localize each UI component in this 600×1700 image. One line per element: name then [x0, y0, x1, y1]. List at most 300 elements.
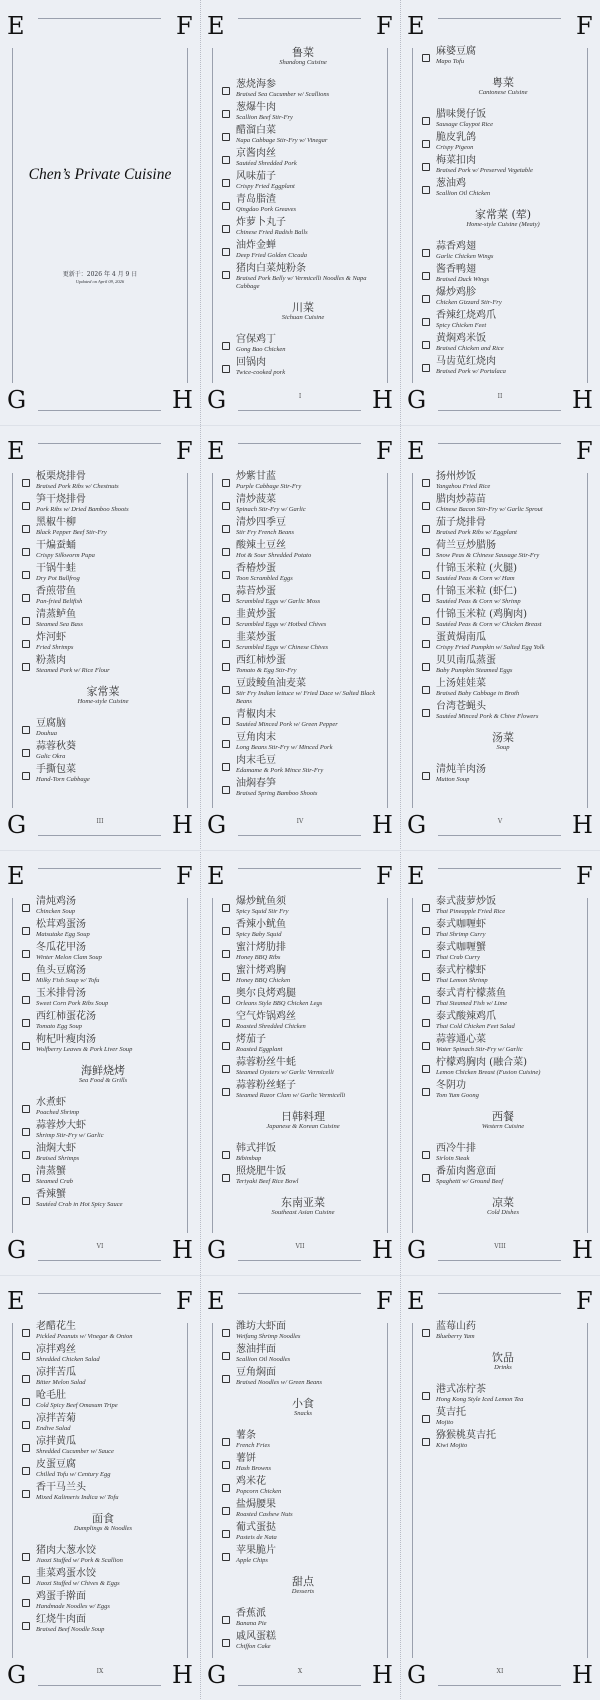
menu-item[interactable] [222, 965, 384, 985]
menu-item-text [36, 563, 80, 583]
menu-item[interactable] [222, 563, 384, 583]
menu-item[interactable] [422, 517, 584, 537]
menu-item[interactable] [222, 1166, 384, 1186]
menu-item[interactable] [22, 586, 184, 606]
checkbox[interactable] [222, 786, 230, 794]
menu-item[interactable] [422, 965, 584, 985]
dish-name-en: Qingdao Pork Greaves [236, 206, 297, 213]
dish-name-zh: 蒜蓉秋葵 [36, 741, 76, 752]
menu-item[interactable] [222, 586, 384, 606]
section-heading [222, 1575, 384, 1596]
menu-item[interactable] [222, 1143, 384, 1163]
checkbox[interactable] [222, 365, 230, 373]
menu-item[interactable] [422, 563, 584, 583]
checkbox[interactable] [22, 1421, 30, 1429]
menu-item[interactable] [22, 741, 184, 761]
menu-item-text [236, 471, 301, 491]
menu-item[interactable] [222, 79, 384, 99]
checkbox[interactable] [222, 225, 230, 233]
checkbox[interactable] [22, 1622, 30, 1630]
checkbox[interactable] [222, 763, 230, 771]
menu-item[interactable] [422, 540, 584, 560]
checkbox[interactable] [22, 1174, 30, 1182]
checkbox[interactable] [222, 133, 230, 141]
menu-item-text [236, 1143, 276, 1163]
checkbox[interactable] [222, 87, 230, 95]
dish-name-zh: 葡式蛋挞 [236, 1522, 276, 1533]
menu-item[interactable] [22, 1166, 184, 1186]
checkbox[interactable] [222, 1461, 230, 1469]
menu-item[interactable] [422, 494, 584, 514]
section-title-en: Home-style Cuisine [77, 698, 129, 705]
dish-name-en: Cold Spicy Beef Omasum Tripe [36, 1402, 118, 1409]
dish-name-zh: 葱油鸡 [436, 178, 466, 189]
checkbox[interactable] [22, 548, 30, 556]
menu-item[interactable] [22, 655, 184, 675]
checkbox[interactable] [222, 1616, 230, 1624]
menu-item[interactable] [222, 1522, 384, 1542]
checkbox[interactable] [422, 1019, 430, 1027]
menu-item[interactable] [222, 632, 384, 652]
menu-item-text [236, 1080, 345, 1100]
menu-item[interactable] [222, 1453, 384, 1473]
menu-item[interactable] [222, 755, 384, 775]
dish-name-en: Long Beans Stir-Fry w/ Minced Pork [236, 744, 333, 751]
checkbox[interactable] [222, 1042, 230, 1050]
checkbox[interactable] [422, 640, 430, 648]
checkbox[interactable] [222, 1639, 230, 1647]
checkbox[interactable] [222, 1375, 230, 1383]
checkbox[interactable] [222, 479, 230, 487]
checkbox[interactable] [22, 1398, 30, 1406]
checkbox[interactable] [422, 950, 430, 958]
menu-item[interactable] [222, 194, 384, 214]
menu-item[interactable] [422, 896, 584, 916]
checkbox[interactable] [22, 1444, 30, 1452]
corner-mark-g: G [407, 1661, 427, 1689]
dish-name-en: Braised Chicken and Rice [436, 345, 504, 352]
dish-name-en: Sautéed Minced Pork w/ Green Pepper [236, 721, 338, 728]
checkbox[interactable] [422, 973, 430, 981]
dish-name-en: Spicy Chicken Feet [436, 322, 487, 329]
checkbox[interactable] [422, 186, 430, 194]
menu-item[interactable] [222, 919, 384, 939]
checkbox[interactable] [222, 617, 230, 625]
menu-item[interactable] [22, 1097, 184, 1117]
checkbox[interactable] [22, 1329, 30, 1337]
menu-item[interactable] [222, 655, 384, 675]
menu-item[interactable] [22, 1034, 184, 1054]
checkbox[interactable] [22, 617, 30, 625]
checkbox[interactable] [222, 342, 230, 350]
checkbox[interactable] [222, 1352, 230, 1360]
menu-item[interactable] [22, 471, 184, 491]
checkbox[interactable] [222, 717, 230, 725]
left-rule [212, 473, 213, 808]
checkbox[interactable] [222, 973, 230, 981]
menu-item-text [236, 755, 323, 775]
checkbox[interactable] [222, 271, 230, 279]
menu-item[interactable] [222, 709, 384, 729]
menu-item[interactable] [22, 988, 184, 1008]
checkbox[interactable] [22, 927, 30, 935]
checkbox[interactable] [222, 1438, 230, 1446]
checkbox[interactable] [222, 1088, 230, 1096]
checkbox[interactable] [22, 571, 30, 579]
checkbox[interactable] [22, 904, 30, 912]
dish-name-en: Thai Crab Curry [436, 954, 481, 961]
menu-item[interactable] [222, 357, 384, 377]
checkbox[interactable] [22, 1576, 30, 1584]
menu-item[interactable] [222, 1545, 384, 1565]
menu-item[interactable] [22, 1413, 184, 1433]
checkbox[interactable] [222, 1065, 230, 1073]
menu-item[interactable] [222, 102, 384, 122]
menu-item[interactable] [422, 678, 584, 698]
menu-item[interactable] [222, 778, 384, 798]
menu-item[interactable] [422, 132, 584, 152]
menu-item[interactable] [422, 356, 584, 376]
dish-name-en: Teriyaki Beef Rice Bowl [236, 1178, 299, 1185]
checkbox[interactable] [422, 1151, 430, 1159]
menu-item[interactable] [422, 764, 584, 784]
checkbox[interactable] [22, 996, 30, 1004]
menu-item[interactable] [22, 1321, 184, 1341]
menu-item[interactable] [422, 310, 584, 330]
menu-item[interactable] [422, 1057, 584, 1077]
menu-item[interactable] [222, 125, 384, 145]
menu-item[interactable] [222, 1034, 384, 1054]
checkbox[interactable] [422, 663, 430, 671]
menu-item[interactable] [222, 942, 384, 962]
menu-item[interactable] [422, 241, 584, 261]
menu-item-text [36, 1097, 79, 1117]
menu-item[interactable] [22, 1367, 184, 1387]
dish-name-en: Purple Cabbage Stir-Fry [236, 483, 302, 490]
checkbox[interactable] [422, 1088, 430, 1096]
menu-item[interactable] [22, 494, 184, 514]
menu-item[interactable] [422, 178, 584, 198]
checkbox[interactable] [222, 996, 230, 1004]
checkbox[interactable] [222, 1151, 230, 1159]
menu-item[interactable] [422, 1011, 584, 1031]
checkbox[interactable] [422, 1042, 430, 1050]
menu-item[interactable] [422, 1080, 584, 1100]
dish-name-en: Jiaozi Stuffed w/ Chives & Eggs [36, 1580, 120, 1587]
checkbox[interactable] [422, 617, 430, 625]
menu-item[interactable] [22, 563, 184, 583]
dish-name-en: Braised Noodles w/ Green Beans [236, 1379, 323, 1386]
checkbox[interactable] [22, 973, 30, 981]
corner-mark-f: F [576, 862, 593, 890]
menu-item[interactable] [22, 919, 184, 939]
menu-item[interactable] [422, 333, 584, 353]
menu-item[interactable] [422, 155, 584, 175]
menu-item[interactable] [422, 287, 584, 307]
checkbox[interactable] [422, 927, 430, 935]
checkbox[interactable] [22, 1352, 30, 1360]
menu-item[interactable] [422, 1430, 584, 1450]
corner-mark-g: G [207, 1661, 227, 1689]
checkbox[interactable] [22, 1467, 30, 1475]
menu-item-text [236, 732, 332, 752]
checkbox[interactable] [222, 1530, 230, 1538]
checkbox[interactable] [22, 594, 30, 602]
checkbox[interactable] [222, 1553, 230, 1561]
checkbox[interactable] [22, 640, 30, 648]
menu-item[interactable] [22, 1482, 184, 1502]
checkbox[interactable] [422, 318, 430, 326]
menu-item-text [236, 1476, 281, 1496]
menu-item[interactable] [422, 632, 584, 652]
dish-name-en: Shrimp Stir-Fry w/ Garlic [36, 1132, 104, 1139]
menu-item-text [436, 241, 493, 261]
menu-item-text [36, 1120, 104, 1140]
menu-item[interactable] [422, 586, 584, 606]
checkbox[interactable] [222, 179, 230, 187]
checkbox[interactable] [222, 502, 230, 510]
checkbox[interactable] [22, 1553, 30, 1561]
checkbox[interactable] [422, 686, 430, 694]
checkbox[interactable] [422, 117, 430, 125]
dish-name-en: Sirloin Steak [436, 1155, 470, 1162]
menu-item[interactable] [22, 942, 184, 962]
menu-item[interactable] [222, 540, 384, 560]
menu-item-text [36, 609, 83, 629]
checkbox[interactable] [222, 248, 230, 256]
menu-item[interactable] [422, 109, 584, 129]
checkbox[interactable] [222, 110, 230, 118]
checkbox[interactable] [422, 772, 430, 780]
menu-item[interactable] [422, 1384, 584, 1404]
menu-item[interactable] [22, 540, 184, 560]
dish-name-en: Dry Pot Bullfrog [36, 575, 80, 582]
checkbox[interactable] [422, 1065, 430, 1073]
checkbox[interactable] [422, 54, 430, 62]
menu-item[interactable] [22, 1011, 184, 1031]
menu-item[interactable] [22, 896, 184, 916]
menu-item[interactable] [222, 148, 384, 168]
menu-item[interactable] [422, 701, 584, 721]
checkbox[interactable] [22, 950, 30, 958]
menu-item[interactable] [22, 632, 184, 652]
menu-item[interactable] [222, 471, 384, 491]
menu-item[interactable] [22, 1390, 184, 1410]
checkbox[interactable] [222, 740, 230, 748]
checkbox[interactable] [222, 202, 230, 210]
dish-name-zh: 香辣蟹 [36, 1189, 66, 1200]
dish-name-zh: 泰式咖喱虾 [436, 919, 486, 930]
menu-item[interactable] [222, 1430, 384, 1450]
checkbox[interactable] [222, 904, 230, 912]
checkbox[interactable] [222, 525, 230, 533]
menu-item[interactable] [22, 1459, 184, 1479]
menu-item[interactable] [22, 1436, 184, 1456]
checkbox[interactable] [22, 479, 30, 487]
menu-item-text [236, 263, 384, 291]
checkbox[interactable] [222, 571, 230, 579]
checkbox[interactable] [422, 502, 430, 510]
checkbox[interactable] [222, 663, 230, 671]
checkbox[interactable] [222, 686, 230, 694]
menu-item-text [436, 896, 505, 916]
checkbox[interactable] [422, 1174, 430, 1182]
menu-item[interactable] [422, 942, 584, 962]
dish-name-zh: 西红柿炒蛋 [236, 655, 286, 666]
dish-name-en: Hash Browns [236, 1465, 271, 1472]
checkbox[interactable] [22, 726, 30, 734]
dish-name-en: Fried Shrimps [36, 644, 74, 651]
checkbox[interactable] [422, 272, 430, 280]
menu-item[interactable] [22, 1568, 184, 1588]
checkbox[interactable] [222, 1484, 230, 1492]
checkbox[interactable] [422, 479, 430, 487]
menu-item[interactable] [422, 1407, 584, 1427]
checkbox[interactable] [422, 249, 430, 257]
dish-name-zh: 泰式咖喱蟹 [436, 942, 486, 953]
menu-item[interactable] [222, 263, 384, 291]
menu-item[interactable] [22, 965, 184, 985]
menu-item[interactable] [222, 1367, 384, 1387]
checkbox[interactable] [22, 1599, 30, 1607]
checkbox[interactable] [22, 1151, 30, 1159]
menu-item[interactable] [22, 1189, 184, 1209]
checkbox[interactable] [422, 1415, 430, 1423]
menu-item[interactable] [222, 1476, 384, 1496]
menu-list [22, 471, 184, 787]
checkbox[interactable] [222, 927, 230, 935]
menu-item[interactable] [222, 1344, 384, 1364]
menu-item[interactable] [222, 678, 384, 706]
menu-item[interactable] [22, 718, 184, 738]
menu-item[interactable] [222, 609, 384, 629]
menu-item[interactable] [22, 517, 184, 537]
checkbox[interactable] [22, 1490, 30, 1498]
menu-item[interactable] [222, 171, 384, 191]
checkbox[interactable] [222, 640, 230, 648]
menu-item[interactable] [222, 988, 384, 1008]
menu-item[interactable] [222, 896, 384, 916]
menu-item[interactable] [22, 1591, 184, 1611]
checkbox[interactable] [22, 1197, 30, 1205]
menu-item-text [236, 609, 326, 629]
dish-name-zh: 凉拌黄瓜 [36, 1436, 76, 1447]
menu-page [400, 425, 600, 850]
menu-item[interactable] [22, 764, 184, 784]
menu-item[interactable] [22, 1614, 184, 1634]
menu-item[interactable] [422, 1166, 584, 1186]
checkbox[interactable] [422, 295, 430, 303]
checkbox[interactable] [422, 1329, 430, 1337]
dish-name-zh: 风味茄子 [236, 171, 276, 182]
checkbox[interactable] [422, 140, 430, 148]
menu-item[interactable] [422, 264, 584, 284]
checkbox[interactable] [22, 1375, 30, 1383]
menu-item[interactable] [422, 609, 584, 629]
checkbox[interactable] [22, 1105, 30, 1113]
checkbox[interactable] [22, 1042, 30, 1050]
dish-name-zh: 清炒四季豆 [236, 517, 286, 528]
menu-item[interactable] [422, 655, 584, 675]
right-rule [387, 48, 388, 383]
checkbox[interactable] [222, 548, 230, 556]
menu-item[interactable] [222, 1631, 384, 1651]
menu-item[interactable] [222, 1499, 384, 1519]
dish-name-en: Tomato & Egg Stir-Fry [236, 667, 297, 674]
menu-item[interactable] [222, 1608, 384, 1628]
checkbox[interactable] [222, 1329, 230, 1337]
menu-item[interactable] [222, 517, 384, 537]
menu-item[interactable] [22, 1344, 184, 1364]
menu-item[interactable] [22, 609, 184, 629]
menu-item[interactable] [22, 1143, 184, 1163]
dish-name-en: Apple Chips [236, 1557, 268, 1564]
menu-item[interactable] [222, 732, 384, 752]
dish-name-zh: 干锅牛蛙 [36, 563, 76, 574]
checkbox[interactable] [422, 548, 430, 556]
checkbox[interactable] [22, 749, 30, 757]
checkbox[interactable] [422, 709, 430, 717]
menu-item[interactable] [222, 1011, 384, 1031]
checkbox[interactable] [22, 502, 30, 510]
checkbox[interactable] [222, 594, 230, 602]
checkbox[interactable] [422, 571, 430, 579]
menu-item[interactable] [222, 494, 384, 514]
menu-item[interactable] [22, 1120, 184, 1140]
checkbox[interactable] [222, 156, 230, 164]
dish-name-zh: 爆炒鱿鱼须 [236, 896, 286, 907]
checkbox[interactable] [422, 996, 430, 1004]
menu-item[interactable] [222, 1321, 384, 1341]
menu-item[interactable] [222, 334, 384, 354]
checkbox[interactable] [22, 663, 30, 671]
checkbox[interactable] [422, 1438, 430, 1446]
checkbox[interactable] [222, 1507, 230, 1515]
menu-item[interactable] [422, 919, 584, 939]
dish-name-en: Steamed Sea Bass [36, 621, 83, 628]
checkbox[interactable] [22, 772, 30, 780]
menu-item[interactable] [422, 988, 584, 1008]
menu-item[interactable] [222, 1080, 384, 1100]
checkbox[interactable] [422, 904, 430, 912]
menu-item[interactable] [422, 1321, 584, 1341]
menu-item[interactable] [422, 471, 584, 491]
checkbox[interactable] [22, 1128, 30, 1136]
checkbox[interactable] [22, 525, 30, 533]
checkbox[interactable] [422, 594, 430, 602]
menu-item[interactable] [22, 1545, 184, 1565]
checkbox[interactable] [422, 364, 430, 372]
checkbox[interactable] [222, 1019, 230, 1027]
checkbox[interactable] [222, 950, 230, 958]
checkbox[interactable] [22, 1019, 30, 1027]
menu-item[interactable] [422, 1143, 584, 1163]
checkbox[interactable] [422, 1392, 430, 1400]
menu-item[interactable] [222, 217, 384, 237]
checkbox[interactable] [422, 341, 430, 349]
checkbox[interactable] [422, 163, 430, 171]
dish-name-en: Deep Fried Golden Cicada [236, 252, 307, 259]
bottom-rule [238, 410, 361, 411]
menu-item[interactable] [422, 1034, 584, 1054]
menu-item[interactable] [222, 240, 384, 260]
menu-item[interactable] [222, 1057, 384, 1077]
menu-item[interactable] [422, 46, 584, 66]
checkbox[interactable] [222, 1174, 230, 1182]
checkbox[interactable] [422, 525, 430, 533]
dish-name-zh: 爆炒鸡胗 [436, 287, 476, 298]
dish-name-en: Crispy Fried Eggplant [236, 183, 295, 190]
